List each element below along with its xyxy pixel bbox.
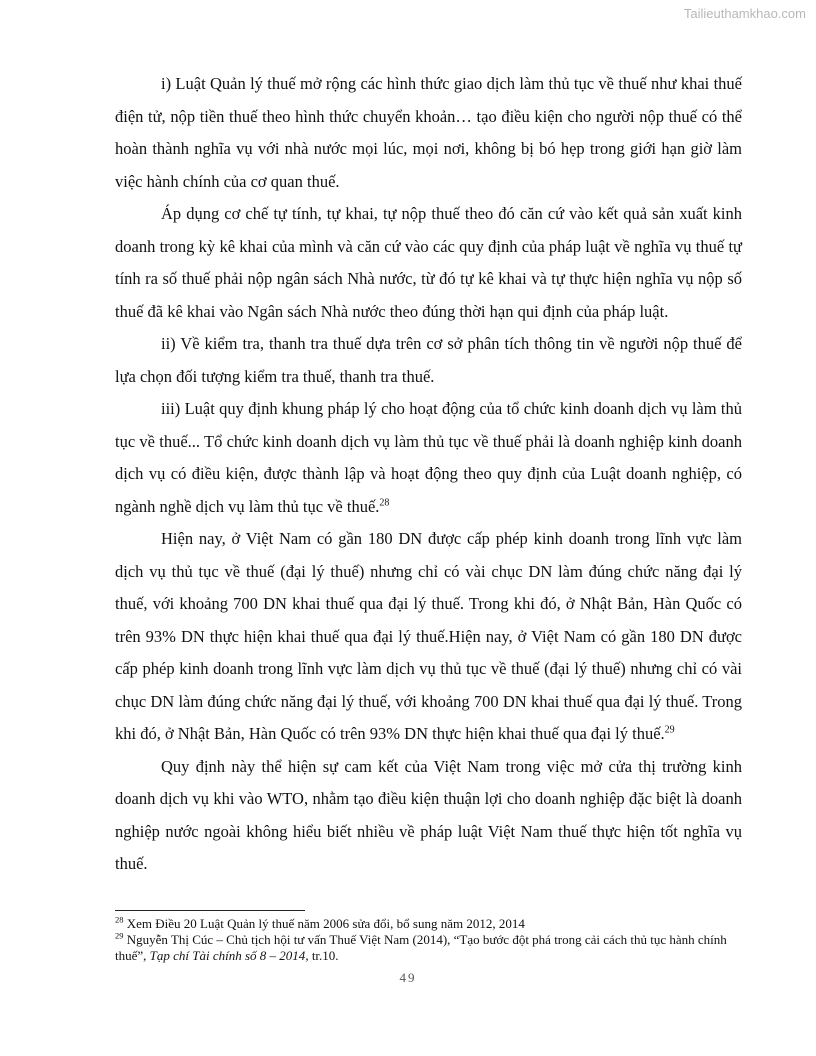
paragraph bbox=[115, 68, 742, 198]
paragraph-text: Quy định này thể hiện sự cam kết của Việt Nam trong việc mở cửa thị trường kinh doanh dịch vụ khi vào WTO, nhằm tạo điều kiện thuận lợi cho doanh nghiệp đặc biệt là doanh nghiệp nước ngoài không hiểu biết nhiều về pháp luật Việt Nam thuế thực hiện tốt nghĩa vụ thuế. bbox=[115, 756, 742, 873]
footnote bbox=[115, 932, 742, 964]
footnote-reference[interactable]: 29 bbox=[664, 724, 675, 736]
paragraph-text: i) Luật Quản lý thuế mở rộng các hình thức giao dịch làm thủ tục về thuế như khai thuế điện tử, nộp tiền thuế theo hình thức chuyển khoản… tạo điều kiện cho người nộp thuế có thể hoàn thành nghĩa vụ với nhà nước mọi lúc, mọi nơi, không bị bó hẹp trong giới hạn giờ làm việc hành chính của cơ quan thuế. bbox=[115, 74, 742, 191]
paragraph-text: iii) Luật quy định khung pháp lý cho hoạt động của tổ chức kinh doanh dịch vụ làm thủ tục về thuế... Tổ chức kinh doanh dịch vụ làm thủ tục về thuế phải là doanh nghiệp kinh doanh dịch vụ có điều kiện, được thành lập và hoạt động theo quy định của Luật doanh nghiệp, có ngành nghề dịch vụ làm thủ tục về thuế. bbox=[115, 399, 742, 516]
paragraph-text: Hiện nay, ở Việt Nam có gần 180 DN được cấp phép kinh doanh trong lĩnh vực làm dịch vụ thủ tục về thuế (đại lý thuế) nhưng chỉ có vài chục DN làm đúng chức năng đại lý thuế, với khoảng 700 DN khai thuế qua đại lý thuế. Trong khi đó, ở Nhật Bản, Hàn Quốc có trên 93% DN thực hiện khai thuế qua đại lý thuế.Hiện nay, ở Việt Nam có gần 180 DN được cấp phép kinh doanh trong lĩnh vực làm dịch vụ thủ tục về thuế (đại lý thuế) nhưng chỉ có vài chục DN làm đúng chức năng đại lý thuế, với khoảng 700 DN khai thuế qua đại lý thuế. Trong khi đó, ở Nhật Bản, Hàn Quốc có trên 93% DN thực hiện khai thuế qua đại lý thuế. bbox=[115, 529, 742, 743]
watermark: Tailieuthamkhao.com bbox=[683, 6, 806, 21]
page-number: 49 bbox=[399, 970, 417, 985]
paragraph bbox=[115, 523, 742, 751]
paragraph bbox=[115, 393, 742, 523]
footnote-text: Nguyễn Thị Cúc – Chủ tịch hội tư vấn Thuế Việt Nam (2014), “Tạo bước đột phá trong cải cách thủ tục hành chính thuế”, bbox=[115, 932, 727, 963]
footnote-number: 28 bbox=[115, 914, 124, 925]
footnote-text: Xem Điều 20 Luật Quản lý thuế năm 2006 sửa đổi, bổ sung năm 2012, 2014 bbox=[126, 916, 525, 931]
footnotes bbox=[115, 910, 742, 964]
footnote-number: 29 bbox=[115, 930, 124, 941]
footnote bbox=[115, 916, 742, 932]
paragraph bbox=[115, 198, 742, 328]
footnote-reference[interactable]: 28 bbox=[379, 497, 390, 508]
paragraph-text: Áp dụng cơ chế tự tính, tự khai, tự nộp thuế theo đó căn cứ vào kết quả sản xuất kinh doanh trong kỳ kê khai của mình và căn cứ vào các quy định của pháp luật về nghĩa vụ thuế tự tính ra số thuế phải nộp ngân sách Nhà nước, từ đó tự kê khai và tự thực hiện nghĩa vụ nộp số thuế đã kê khai vào Ngân sách Nhà nước theo đúng thời hạn qui định của pháp luật. bbox=[115, 204, 742, 321]
footnote-journal: Tạp chí Tài chính số 8 – 2014 bbox=[149, 948, 306, 963]
body-text bbox=[115, 68, 742, 881]
footnote-tail: , tr.10. bbox=[305, 948, 339, 963]
paragraph-text: ii) Về kiểm tra, thanh tra thuế dựa trên cơ sở phân tích thông tin về người nộp thuế để lựa chọn đối tượng kiểm tra thuế, thanh tra thuế. bbox=[115, 334, 742, 386]
paragraph bbox=[115, 328, 742, 393]
footnote-divider bbox=[115, 910, 305, 911]
paragraph bbox=[115, 751, 742, 881]
